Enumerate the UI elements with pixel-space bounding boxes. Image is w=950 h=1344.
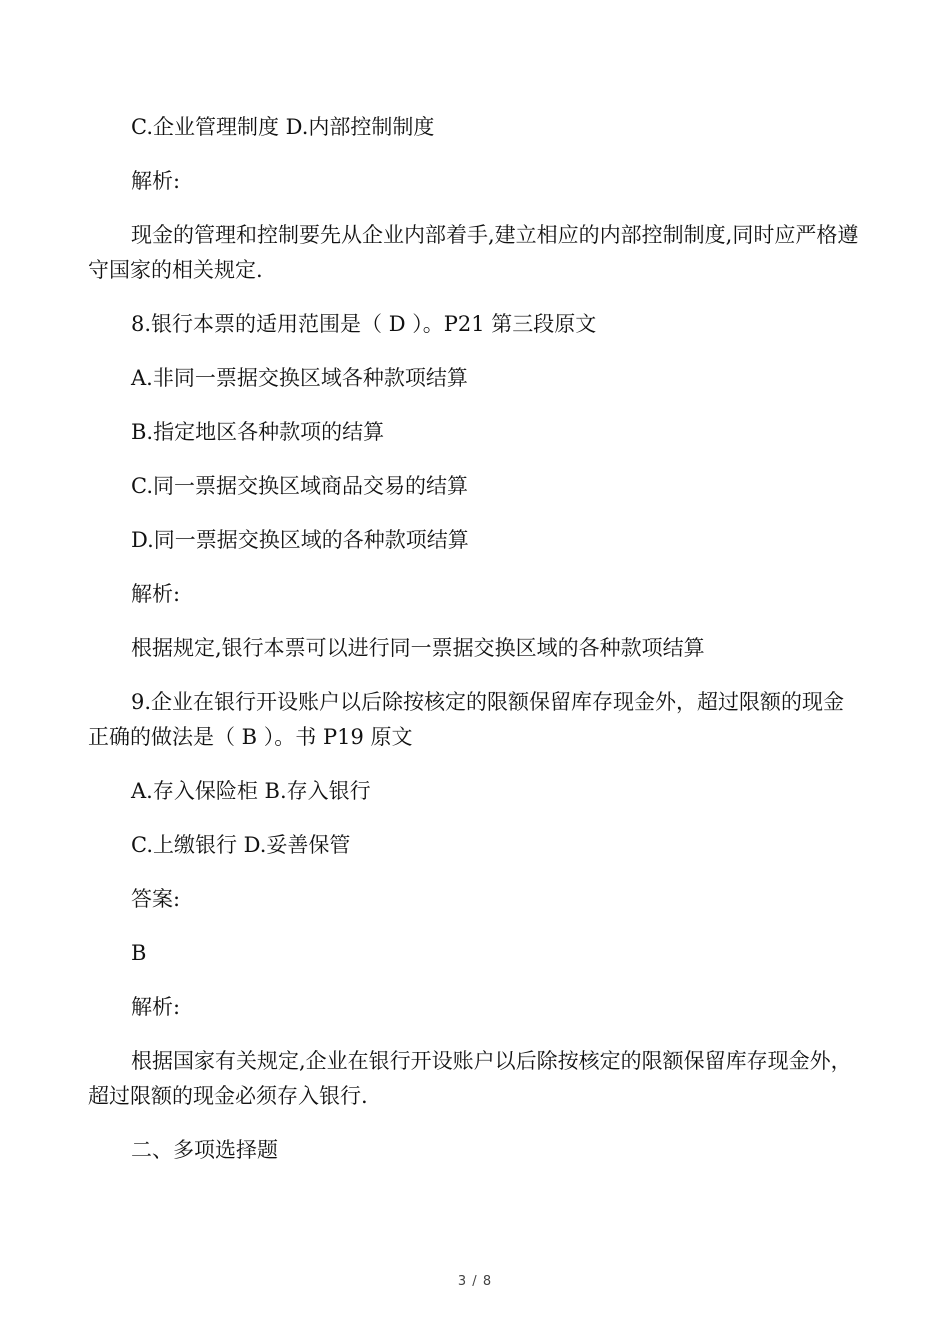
analysis-label: 解析: (131, 995, 181, 1019)
question-8-option-d: D.同一票据交换区域的各种款项结算 (131, 528, 469, 552)
question-9-options-a-b: A.存入保险柜 B.存入银行 (131, 779, 371, 803)
question-8-option-c: C.同一票据交换区域商品交易的结算 (131, 474, 468, 498)
analysis-label: 解析: (131, 582, 181, 606)
answer-label: 答案: (131, 887, 181, 911)
analysis-text: 根据国家有关规定,企业在银行开设账户以后除按核定的限额保留库存现金外，超过限额的现金必须存入银行. (88, 1049, 852, 1108)
analysis-text: 现金的管理和控制要先从企业内部着手,建立相应的内部控制制度,同时应严格遵守国家的相关规定. (88, 223, 859, 282)
page-number: 3 / 8 (457, 1274, 493, 1289)
option-line-c-d: C.企业管理制度 D.内部控制制度 (131, 115, 435, 139)
question-8-option-b: B.指定地区各种款项的结算 (131, 420, 385, 444)
analysis-text: 根据规定,银行本票可以进行同一票据交换区域的各种款项结算 (131, 636, 705, 660)
analysis-label: 解析: (131, 169, 181, 193)
section-heading: 二、多项选择题 (131, 1138, 278, 1162)
question-8: 8.银行本票的适用范围是（ D ）。P21 第三段原文 (131, 312, 597, 336)
document-content (88, 110, 863, 1187)
answer-value: B (131, 941, 147, 965)
question-8-option-a: A.非同一票据交换区域各种款项结算 (131, 366, 468, 390)
question-9: 9.企业在银行开设账户以后除按核定的限额保留库存现金外，超过限额的现金正确的做法是（ B ）。书 P19 原文 (88, 690, 845, 749)
question-9-options-c-d: C.上缴银行 D.妥善保管 (131, 833, 351, 857)
